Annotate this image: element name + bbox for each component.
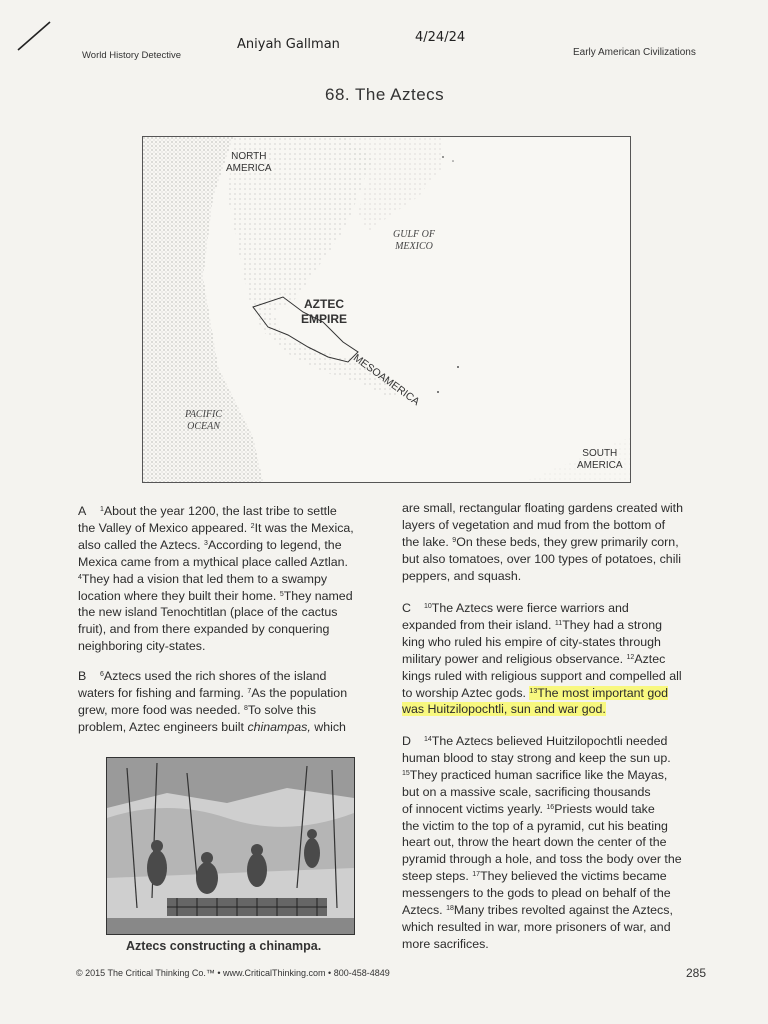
label-pacific-ocean: PACIFIC OCEAN [185, 409, 223, 432]
label-north-america: NORTH AMERICA [226, 151, 272, 174]
paragraph-c: C $^{10}$The Aztecs were fierce warriors and expanded from their island. $^{11}$They had a strong king who ruled his empire of city-states through military power and religious observance. $^{12}$Aztec kings ruled with religious support and compelled all to worship Aztec gods. $^{13}$The most important god was Huitzilopochtli, sun and war god. [402, 601, 682, 717]
page-number: 285 [686, 966, 707, 980]
paragraph-b-continued: are small, rectangular floating gardens created with layers of vegetation and mud from the bottom of the lake. $^9$On these beds, they grew primarily corn, but also tomatoes, over 100 types of potatoes, chili peppers, and squash. [402, 501, 684, 583]
book-title: World History Detective [82, 50, 182, 61]
paragraph-a: A $^1$About the year 1200, the last tribe to settle the Valley of Mexico appeared. $^2$It was the Mexica, also called the Aztecs. $^3$According to legend, the Mexica came from a mythical place called Aztlan. $^4$They had a vision that led them to a swampy location where they built their home. $^5$They named the new island Tenochtitlan (place of the cactus fruit), and from there expanded by conquering neighboring city-states. [78, 504, 354, 654]
pen-mark [14, 18, 54, 54]
image-caption: Aztecs constructing a chinampa. [126, 939, 322, 953]
date: 4/24/24 [415, 30, 466, 45]
label-gulf-of-mexico: GULF OF MEXICO [393, 229, 435, 252]
paragraph-b: B $^6$Aztecs used the rich shores of the island waters for fishing and farming. $^7$As the population grew, more food was needed. $^8$To solve this problem, Aztec engineers built chinampas, which [78, 669, 348, 734]
chinampa-illustration [106, 757, 355, 935]
highlighted-text-2: was Huitzilopochtli, sun and war god. [402, 702, 606, 717]
label-south-america: SOUTH AMERICA [577, 448, 623, 471]
label-mesoamerica: MESOAMERICA [350, 352, 422, 409]
paragraph-d: D $^{14}$The Aztecs believed Huitzilopochtli needed human blood to stay strong and keep the sun up. $^{15}$They practiced human sacrifice like the Mayas, but on a massive scale, sacrificing thousands of innocent victims yearly. $^{16}$Priests would take the victim to the top of a pyramid, cut his beating heart out, throw the heart down the center of the pyramid through a hole, and toss the body over the steep steps. $^{17}$They believed the victims became messengers to the gods to plead on behalf of the Aztecs. $^{18}$Many tribes revolted against the Aztecs, which resulted in war, more prisoners of war, and more sacrifices. [402, 734, 682, 951]
map [142, 136, 631, 483]
page-title: 68. The Aztecs [325, 85, 445, 104]
label-aztec-empire: AZTEC EMPIRE [301, 297, 348, 326]
unit-title: Early American Civilizations [573, 47, 696, 58]
highlighted-text: $^{13}$The most important god [529, 685, 669, 700]
student-name: Aniyah Gallman [237, 37, 340, 52]
copyright: © 2015 The Critical Thinking Co.™ • www.CriticalThinking.com • 800-458-4849 [76, 968, 390, 978]
